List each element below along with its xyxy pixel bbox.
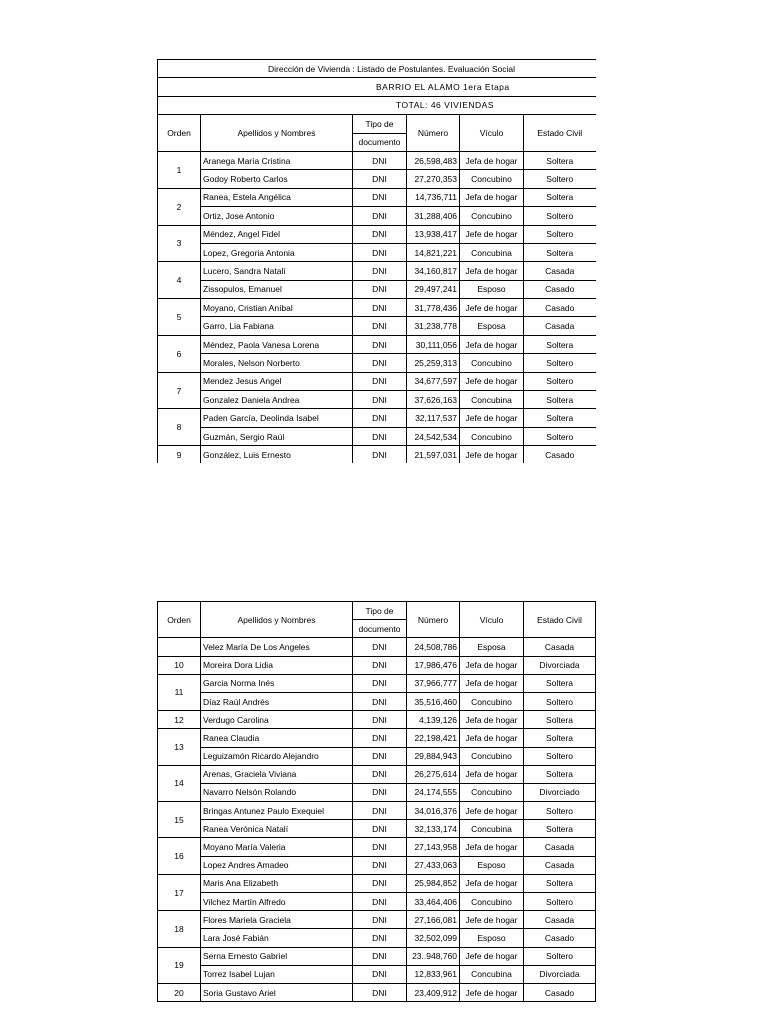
document-number: 37,626,163 [407, 391, 460, 409]
document-number: 26,598,483 [407, 151, 460, 169]
civil-status: Soltera [524, 391, 596, 409]
table-row [158, 280, 596, 298]
relationship: Concubino [460, 207, 524, 225]
relationship: Jefe de hogar [460, 983, 524, 1001]
document-type: DNI [353, 929, 407, 947]
col-header-estado: Estado Civil [524, 115, 596, 152]
applicant-name: Gonzalez Daniela Andrea [201, 391, 353, 409]
applicant-name: Díaz Raúl Andrés [201, 692, 353, 710]
civil-status: Divorciada [524, 656, 596, 674]
relationship: Jefa de hogar [460, 262, 524, 280]
applicant-name: González, Luis Ernesto [201, 446, 353, 464]
applicant-name: Navarro Nelsón Rolando [201, 783, 353, 801]
relationship: Concubino [460, 747, 524, 765]
civil-status: Casada [524, 856, 596, 874]
orden-number: 4 [158, 262, 201, 299]
col-header-numero: Número [407, 602, 460, 638]
document-number: 29,884,943 [407, 747, 460, 765]
col-header-nombre: Apellidos y Nombres [201, 115, 353, 152]
table-row [158, 225, 596, 243]
document-number: 27,433,063 [407, 856, 460, 874]
civil-status: Soltera [524, 335, 596, 353]
document-type: DNI [353, 446, 407, 464]
col-header-tipo-bottom: documento [353, 620, 407, 638]
document-type: DNI [353, 207, 407, 225]
document-number: 13,938,417 [407, 225, 460, 243]
applicant-name: Ranea Claudia [201, 729, 353, 747]
civil-status: Soltero [524, 802, 596, 820]
civil-status: Casado [524, 983, 596, 1001]
document-type: DNI [353, 280, 407, 298]
document-number: 24,174,555 [407, 783, 460, 801]
orden-number: 6 [158, 335, 201, 372]
relationship: Jefe de hogar [460, 409, 524, 427]
col-header-numero: Número [407, 115, 460, 152]
table-row [158, 243, 596, 261]
table-row [158, 729, 596, 747]
civil-status: Divorciado [524, 783, 596, 801]
applicant-name: Lucero, Sandra Natalí [201, 262, 353, 280]
applicant-name: Guzmán, Sergio Raúl [201, 427, 353, 445]
applicant-name: Leguizamón Ricardo Alejandro [201, 747, 353, 765]
table-row [158, 965, 596, 983]
document-type: DNI [353, 151, 407, 169]
orden-number [158, 638, 201, 656]
document-type: DNI [353, 965, 407, 983]
table-row [158, 262, 596, 280]
document-number: 32,502,099 [407, 929, 460, 947]
orden-number: 17 [158, 874, 201, 910]
document-number: 31,288,406 [407, 207, 460, 225]
relationship: Concubina [460, 965, 524, 983]
relationship: Concubino [460, 427, 524, 445]
total-viviendas: TOTAL: 46 VIVIENDAS [158, 96, 596, 114]
table-row [158, 893, 596, 911]
relationship: Concubino [460, 783, 524, 801]
relationship: Esposa [460, 317, 524, 335]
table-row [158, 638, 596, 656]
table-row [158, 188, 596, 206]
table-row [158, 151, 596, 169]
document-type: DNI [353, 983, 407, 1001]
col-header-tipo-top: Tipo de [353, 115, 407, 133]
relationship: Jefa de hogar [460, 874, 524, 892]
table-row [158, 656, 596, 674]
document-number: 27,143,958 [407, 838, 460, 856]
civil-status: Casado [524, 446, 596, 464]
document-number: 31,238,778 [407, 317, 460, 335]
page-1-cutoff [150, 463, 610, 493]
applicant-name: Garcia Norma Inés [201, 674, 353, 692]
orden-number: 2 [158, 188, 201, 225]
applicant-name: Vilchez Martín Alfredo [201, 893, 353, 911]
applicant-name: Ranea, Estela Angélica [201, 188, 353, 206]
document-number: 4,139,126 [407, 711, 460, 729]
applicant-name: Arenas, Graciela Viviana [201, 765, 353, 783]
document-type: DNI [353, 802, 407, 820]
relationship: Jefe de hogar [460, 446, 524, 464]
document-number: 17,986,476 [407, 656, 460, 674]
orden-number: 9 [158, 446, 201, 464]
document-number: 23,409,912 [407, 983, 460, 1001]
civil-status: Casada [524, 262, 596, 280]
applicant-name: Lara José Fabián [201, 929, 353, 947]
orden-number: 16 [158, 838, 201, 874]
document-type: DNI [353, 947, 407, 965]
civil-status: Casado [524, 929, 596, 947]
document-type: DNI [353, 874, 407, 892]
civil-status: Soltero [524, 207, 596, 225]
applicant-name: Torrez Isabel Lujan [201, 965, 353, 983]
document-type: DNI [353, 656, 407, 674]
document-number: 32,133,174 [407, 820, 460, 838]
document-type: DNI [353, 317, 407, 335]
applicant-name: Garro, Lia Fabiana [201, 317, 353, 335]
relationship: Jefe de hogar [460, 299, 524, 317]
applicant-name: Ranea Verónica Natalí [201, 820, 353, 838]
document-number: 14,736,711 [407, 188, 460, 206]
document-type: DNI [353, 354, 407, 372]
applicant-name: Paden García, Deolinda Isabel [201, 409, 353, 427]
document-type: DNI [353, 262, 407, 280]
document-number: 22,198,421 [407, 729, 460, 747]
relationship: Esposo [460, 280, 524, 298]
applicant-name: Moyano María Valeria [201, 838, 353, 856]
document-type: DNI [353, 225, 407, 243]
relationship: Jefa de hogar [460, 838, 524, 856]
relationship: Jefa de hogar [460, 151, 524, 169]
document-number: 27,166,081 [407, 911, 460, 929]
applicant-name: Aranega María Cristina [201, 151, 353, 169]
relationship: Concubino [460, 354, 524, 372]
relationship: Jefa de hogar [460, 674, 524, 692]
orden-number: 19 [158, 947, 201, 983]
relationship: Jefa de hogar [460, 335, 524, 353]
applicant-name: Lopez Andres Amadeo [201, 856, 353, 874]
col-header-tipo-top: Tipo de [353, 602, 407, 620]
table-row [158, 911, 596, 929]
document-type: DNI [353, 674, 407, 692]
civil-status: Soltera [524, 243, 596, 261]
document-type: DNI [353, 911, 407, 929]
orden-number: 10 [158, 656, 201, 674]
page-2-cutoff [150, 1006, 610, 1024]
civil-status: Casado [524, 280, 596, 298]
relationship: Jefe de hogar [460, 372, 524, 390]
civil-status: Soltero [524, 692, 596, 710]
relationship: Jefa de hogar [460, 729, 524, 747]
document-type: DNI [353, 747, 407, 765]
table-row [158, 856, 596, 874]
document-number: 34,677,597 [407, 372, 460, 390]
table-row [158, 711, 596, 729]
civil-status: Soltero [524, 354, 596, 372]
civil-status: Soltero [524, 947, 596, 965]
document-type: DNI [353, 729, 407, 747]
orden-number: 7 [158, 372, 201, 409]
document-type: DNI [353, 783, 407, 801]
civil-status: Soltera [524, 409, 596, 427]
table-row [158, 820, 596, 838]
document-number: 32,117,537 [407, 409, 460, 427]
relationship: Esposo [460, 929, 524, 947]
applicant-name: Méndez, Angel Fidel [201, 225, 353, 243]
civil-status: Divorciada [524, 965, 596, 983]
document-subtitle: BARRIO EL ALAMO 1era Etapa [158, 78, 596, 96]
civil-status: Soltero [524, 427, 596, 445]
document-type: DNI [353, 856, 407, 874]
document-number: 35,516,460 [407, 692, 460, 710]
document-title: Dirección de Vivienda : Listado de Postulantes. Evaluación Social [158, 60, 596, 78]
orden-number: 3 [158, 225, 201, 262]
relationship: Esposo [460, 856, 524, 874]
civil-status: Soltero [524, 225, 596, 243]
orden-number: 5 [158, 299, 201, 336]
civil-status: Soltera [524, 674, 596, 692]
document-number: 34,016,376 [407, 802, 460, 820]
civil-status: Soltera [524, 765, 596, 783]
document-number: 31,778,436 [407, 299, 460, 317]
document-type: DNI [353, 170, 407, 188]
civil-status: Soltero [524, 372, 596, 390]
applicants-table-page-2 [157, 601, 596, 1002]
table-row [158, 427, 596, 445]
document-number: 33,464,406 [407, 893, 460, 911]
orden-number: 15 [158, 802, 201, 838]
relationship: Concubina [460, 243, 524, 261]
orden-number: 18 [158, 911, 201, 947]
col-header-vinculo: Vículo [460, 602, 524, 638]
document-type: DNI [353, 372, 407, 390]
document-type: DNI [353, 409, 407, 427]
table-row [158, 947, 596, 965]
applicant-name: Zissopulos, Emanuel [201, 280, 353, 298]
document-number: 27,270,353 [407, 170, 460, 188]
table-row [158, 372, 596, 390]
document-type: DNI [353, 893, 407, 911]
relationship: Jefe de hogar [460, 225, 524, 243]
applicant-name: Godoy Roberto Carlos [201, 170, 353, 188]
table-row [158, 765, 596, 783]
col-header-nombre: Apellidos y Nombres [201, 602, 353, 638]
document-number: 23..948,760 [407, 947, 460, 965]
applicant-name: Flores Mariela Graciela [201, 911, 353, 929]
applicant-name: Mendez Jesus Angel [201, 372, 353, 390]
applicant-name: Bringas Antunez Paulo Exequiel [201, 802, 353, 820]
civil-status: Casada [524, 638, 596, 656]
relationship: Jefa de hogar [460, 765, 524, 783]
applicant-name: Velez María De Los Angeles [201, 638, 353, 656]
col-header-orden: Orden [158, 602, 201, 638]
table-row [158, 446, 596, 464]
document-number: 25,259,313 [407, 354, 460, 372]
applicant-name: Verdugo Carolina [201, 711, 353, 729]
civil-status: Casada [524, 317, 596, 335]
table-row [158, 207, 596, 225]
col-header-estado: Estado Civil [524, 602, 596, 638]
applicant-name: Méndez, Paola Vanesa Lorena [201, 335, 353, 353]
document-number: 37,966,777 [407, 674, 460, 692]
document-type: DNI [353, 335, 407, 353]
document-number: 24,508,786 [407, 638, 460, 656]
relationship: Concubino [460, 893, 524, 911]
table-row [158, 783, 596, 801]
document-type: DNI [353, 765, 407, 783]
civil-status: Soltero [524, 170, 596, 188]
table-row [158, 409, 596, 427]
relationship: Jefa de hogar [460, 656, 524, 674]
document-type: DNI [353, 692, 407, 710]
civil-status: Soltera [524, 874, 596, 892]
applicant-name: Ortiz, Jose Antonio [201, 207, 353, 225]
document-number: 34,160,817 [407, 262, 460, 280]
document-type: DNI [353, 638, 407, 656]
applicant-name: Moyano, Cristian Aníbal [201, 299, 353, 317]
applicant-name: Serna Ernesto Gabriel [201, 947, 353, 965]
table-row [158, 317, 596, 335]
table-row [158, 929, 596, 947]
document-number: 26,275,614 [407, 765, 460, 783]
table-row [158, 747, 596, 765]
civil-status: Casada [524, 838, 596, 856]
relationship: Concubino [460, 692, 524, 710]
document-type: DNI [353, 820, 407, 838]
col-header-tipo-bottom: documento [353, 133, 407, 151]
relationship: Concubina [460, 391, 524, 409]
orden-number: 11 [158, 674, 201, 710]
relationship: Concubino [460, 170, 524, 188]
col-header-vinculo: Vículo [460, 115, 524, 152]
orden-number: 14 [158, 765, 201, 801]
table-row [158, 874, 596, 892]
civil-status: Soltera [524, 820, 596, 838]
relationship: Jefa de hogar [460, 711, 524, 729]
relationship: Jefe de hogar [460, 911, 524, 929]
table-row [158, 692, 596, 710]
orden-number: 1 [158, 151, 201, 188]
table-row [158, 838, 596, 856]
document-type: DNI [353, 838, 407, 856]
relationship: Jefa de hogar [460, 188, 524, 206]
document-number: 25,984,852 [407, 874, 460, 892]
orden-number: 12 [158, 711, 201, 729]
civil-status: Soltera [524, 188, 596, 206]
document-number: 24,542,534 [407, 427, 460, 445]
applicant-name: Maris Ana Elizabeth [201, 874, 353, 892]
document-number: 30,111,056 [407, 335, 460, 353]
relationship: Concubina [460, 820, 524, 838]
table-row [158, 674, 596, 692]
document-type: DNI [353, 188, 407, 206]
orden-number: 13 [158, 729, 201, 765]
applicant-name: Lopez, Gregoria Antonia [201, 243, 353, 261]
applicant-name: Soria Gustavo Ariel [201, 983, 353, 1001]
applicant-name: Moreira Dora Lidia [201, 656, 353, 674]
orden-number: 8 [158, 409, 201, 446]
civil-status: Soltero [524, 747, 596, 765]
relationship: Jefe de hogar [460, 802, 524, 820]
orden-number: 20 [158, 983, 201, 1001]
document-type: DNI [353, 391, 407, 409]
table-row [158, 354, 596, 372]
document-number: 12,833,961 [407, 965, 460, 983]
table-row [158, 391, 596, 409]
civil-status: Soltera [524, 729, 596, 747]
applicant-name: Morales, Nelson Norberto [201, 354, 353, 372]
table-row [158, 983, 596, 1001]
civil-status: Casada [524, 911, 596, 929]
table-row [158, 802, 596, 820]
civil-status: Soltera [524, 151, 596, 169]
document-type: DNI [353, 299, 407, 317]
civil-status: Casado [524, 299, 596, 317]
relationship: Esposa [460, 638, 524, 656]
table-row [158, 170, 596, 188]
col-header-orden: Orden [158, 115, 201, 152]
civil-status: Soltero [524, 893, 596, 911]
civil-status: Soltera [524, 711, 596, 729]
relationship: Jefe de hogar [460, 947, 524, 965]
document-type: DNI [353, 711, 407, 729]
document-number: 14,821,221 [407, 243, 460, 261]
table-row [158, 299, 596, 317]
document-number: 29,497,241 [407, 280, 460, 298]
document-number: 21,597,031 [407, 446, 460, 464]
document-type: DNI [353, 243, 407, 261]
applicants-table-page-1 [157, 59, 596, 465]
document-type: DNI [353, 427, 407, 445]
table-row [158, 335, 596, 353]
